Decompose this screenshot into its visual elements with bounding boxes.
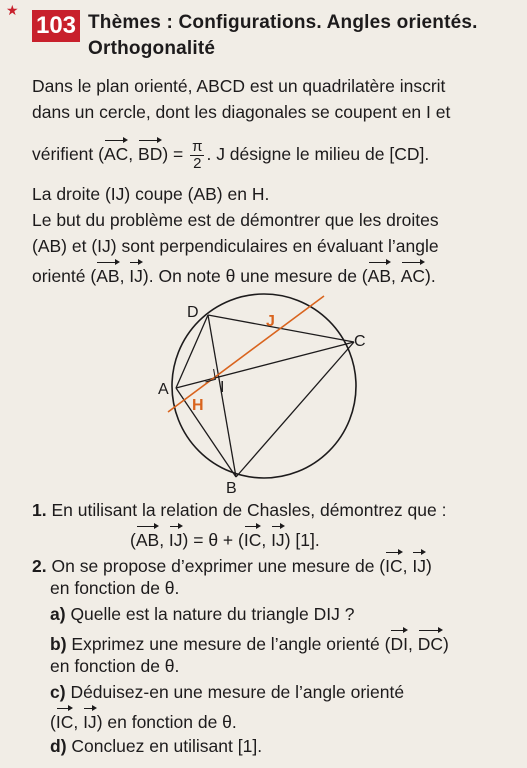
text-segment: ,	[402, 556, 413, 576]
circumscribed-circle	[172, 294, 356, 478]
diagonal-bd	[208, 315, 236, 477]
question-2d	[50, 734, 262, 758]
statement-line-5: Le but du problème est de démontrer que les droites	[32, 210, 439, 230]
question-1-formula	[130, 524, 320, 552]
statement-line-6: (AB) et (IJ) sont perpendiculaires en évaluant l’angle	[32, 236, 439, 256]
theme-line-2: Orthogonalité	[88, 38, 216, 59]
segment-cb	[236, 342, 354, 477]
label-b: B	[226, 480, 237, 494]
vector-ic: IC	[385, 550, 403, 578]
exercise-themes	[88, 10, 518, 62]
statement-line-2: dans un cercle, dont les diagonales se coupent en I et	[32, 102, 451, 122]
text-segment: orienté (	[32, 266, 97, 286]
fraction-denominator: 2	[193, 154, 202, 172]
question-number: 1.	[32, 500, 47, 520]
question-2b	[50, 628, 449, 656]
text-segment: ,	[391, 266, 401, 286]
question-text: Quelle est la nature du triangle DIJ ?	[70, 604, 355, 624]
text-segment: ). On note θ une mesure de (	[142, 266, 368, 286]
subquestion-label: d)	[50, 736, 67, 756]
question-text: Déduisez-en une mesure de l’angle orienté	[70, 682, 405, 702]
text-segment: ) en fonction de θ.	[96, 712, 237, 732]
question-text: En utilisant la relation de Chasles, démontrez que :	[51, 500, 447, 520]
subquestion-label: a)	[50, 604, 66, 624]
statement-line-3	[32, 138, 502, 172]
text-segment: ,	[73, 712, 84, 732]
text-segment: ,	[407, 634, 418, 654]
segment-ad	[176, 315, 208, 388]
vector-ab: AB	[368, 260, 391, 288]
label-a: A	[158, 381, 169, 398]
text-segment: (	[130, 530, 136, 550]
diagonal-ac	[176, 342, 354, 388]
subquestion-label: b)	[50, 634, 67, 654]
text-segment: ) = θ + (	[182, 530, 244, 550]
vector-bd: BD	[138, 138, 162, 166]
fraction-numerator: π	[192, 137, 203, 155]
question-2a	[50, 602, 355, 626]
text-segment: vérifient (	[32, 144, 104, 164]
statement-line-1: Dans le plan orienté, ABCD est un quadrilatère inscrit	[32, 76, 446, 96]
vector-ac: AC	[104, 138, 128, 166]
vector-ic: IC	[244, 524, 262, 552]
text-segment: . J désigne le milieu de [CD].	[206, 144, 430, 164]
question-number: 2.	[32, 556, 47, 576]
text-segment: ).	[425, 266, 436, 286]
vector-ac: AC	[401, 260, 425, 288]
question-2c	[50, 680, 404, 704]
label-h: H	[192, 397, 204, 414]
vector-ij: IJ	[271, 524, 285, 552]
label-i: I	[220, 379, 225, 396]
text-segment: ,	[119, 266, 130, 286]
text-segment: ) =	[162, 144, 189, 164]
label-j: J	[266, 313, 275, 330]
vector-ij: IJ	[129, 260, 143, 288]
question-2b-continued: en fonction de θ.	[50, 656, 180, 676]
question-2c-continued	[50, 706, 237, 734]
vector-ab: AB	[136, 524, 159, 552]
question-1	[32, 498, 446, 522]
text-segment: ,	[159, 530, 169, 550]
theme-line-1: Thèmes : Configurations. Angles orientés.	[88, 12, 478, 33]
vector-ic: IC	[56, 706, 74, 734]
statement-line-4: La droite (IJ) coupe (AB) en H.	[32, 184, 270, 204]
text-segment: )	[425, 556, 432, 576]
vector-di: DI	[390, 628, 408, 656]
vector-ij: IJ	[412, 550, 426, 578]
question-2-continued: en fonction de θ.	[50, 578, 180, 598]
geometry-figure	[150, 282, 380, 494]
question-2	[32, 550, 432, 578]
text-segment: (	[50, 712, 56, 732]
star-icon: ★	[6, 2, 19, 18]
text-segment: Exprimez une mesure de l’angle orienté (	[71, 634, 391, 654]
text-segment: On se propose d’exprimer une mesure de (	[51, 556, 386, 576]
vector-dc: DC	[418, 628, 443, 656]
question-text: Concluez en utilisant [1].	[71, 736, 263, 756]
text-segment: ,	[128, 144, 139, 164]
label-d: D	[187, 304, 199, 321]
vector-ij: IJ	[83, 706, 97, 734]
text-segment: ,	[261, 530, 272, 550]
exercise-number: 103	[32, 10, 80, 42]
fraction-pi-over-2	[190, 139, 204, 172]
vector-ab: AB	[96, 260, 119, 288]
vector-ij: IJ	[169, 524, 183, 552]
text-segment: ) [1].	[284, 530, 320, 550]
subquestion-label: c)	[50, 682, 66, 702]
label-c: C	[354, 333, 366, 350]
text-segment: )	[442, 634, 449, 654]
